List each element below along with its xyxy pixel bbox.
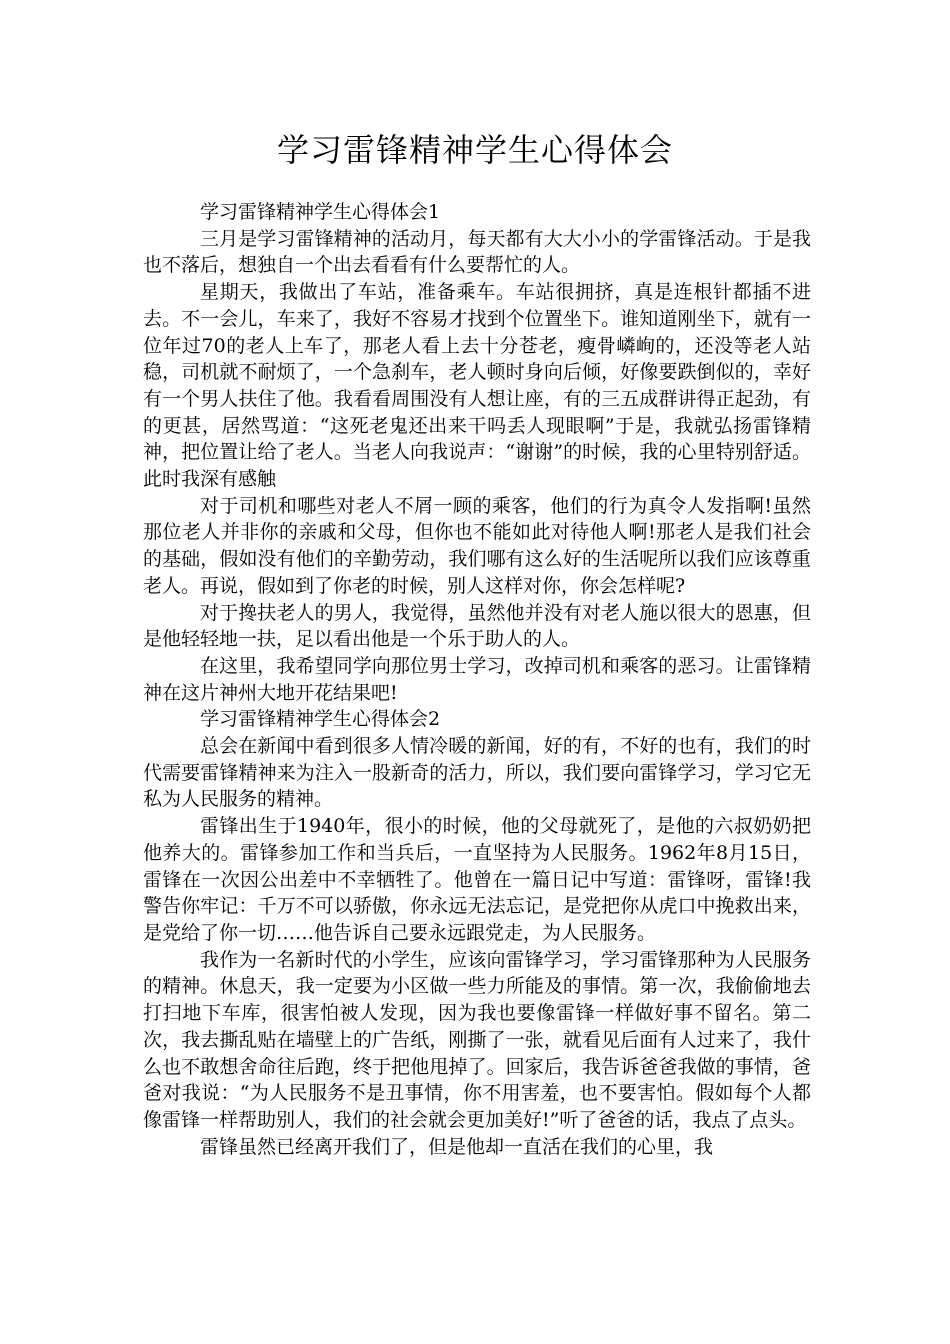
section-heading-2: 学习雷锋精神学生心得体会2	[200, 708, 441, 731]
paragraph: 对于司机和哪些对老人不屑一顾的乘客，他们的行为真令人发指啊!虽然那位老人并非你的亲戚和父母，但你也不能如此对待他人啊!那老人是我们社会的基础，假如没有他们的辛勤劳动，我们哪有这么好的生活呢所以我们应该尊重老人。再说，假如到了你老的时候，别人这样对你，你会怎样呢?	[143, 494, 811, 597]
section-heading-1: 学习雷锋精神学生心得体会1	[200, 201, 441, 223]
paragraph: 我作为一名新时代的小学生，应该向雷锋学习，学习雷锋那种为人民服务的精神。休息天，我一定要为小区做一些力所能及的事情。第一次，我偷偷地去打扫地下车库，很害怕被人发现，因为我也要像雷锋一样做好事不留名。第二次，我去撕乱贴在墙壁上的广告纸，刚撕了一张，就看见后面有人过来了，我什么也不敢想舍命往后跑，终于把他甩掉了。回家后，我告诉爸爸我做的事情，爸爸对我说：“为人民服务不是丑事情，你不用害羞，也不要害怕。假如每个人都像雷锋一样帮助别人，我们的社会就会更加美好!”听了爸爸的话，我点了点头。	[143, 948, 811, 1131]
paragraph: 三月是学习雷锋精神的活动月，每天都有大大小小的学雷锋活动。于是我也不落后，想独自一个出去看看有什么要帮忙的人。	[143, 227, 811, 277]
paragraph: 雷锋出生于1940年，很小的时候，他的父母就死了，是他的六叔奶奶把他养大的。雷锋参加工作和当兵后，一直坚持为人民服务。1962年8月15日，雷锋在一次因公出差中不幸牺牲了。他曾在一篇日记中写道：雷锋呀，雷锋!我警告你牢记：千万不可以骄傲，你永远无法忘记，是党把你从虎口中挽救出来，是党给了你一切……他告诉自己要永远跟党走，为人民服务。	[143, 815, 811, 944]
paragraph: 雷锋虽然已经离开我们了，但是他却一直活在我们的心里，我	[200, 1135, 714, 1158]
paragraph: 星期天，我做出了车站，准备乘车。车站很拥挤，真是连根针都插不进去。不一会儿，车来了，我好不容易才找到个位置坐下。谁知道刚坐下，就有一位年过70的老人上车了，那老人看上去十分苍老，瘦骨嶙峋的，还没等老人站稳，司机就不耐烦了，一个急刹车，老人顿时身向后倾，好像要跌倒似的，幸好有一个男人扶住了他。我看看周围没有人想让座，有的三五成群讲得正起劲，有的更甚，居然骂道：“这死老鬼还出来干吗丢人现眼啊”于是，我就弘扬雷锋精神，把位置让给了老人。当老人向我说声：“谢谢”的时候，我的心里特别舒适。此时我深有感触	[143, 281, 811, 491]
document-body	[143, 199, 811, 1160]
paragraph: 总会在新闻中看到很多人情冷暖的新闻，好的有，不好的也有，我们的时代需要雷锋精神来为注入一股新奇的活力，所以，我们要向雷锋学习，学习它无私为人民服务的精神。	[143, 735, 811, 811]
document-title: 学习雷锋精神学生心得体会	[276, 131, 673, 169]
paragraph: 对于搀扶老人的男人，我觉得，虽然他并没有对老人施以很大的恩惠，但是他轻轻地一扶，足以看出他是一个乐于助人的人。	[143, 601, 811, 651]
paragraph: 在这里，我希望同学向那位男士学习，改掉司机和乘客的恶习。让雷锋精神在这片神州大地开花结果吧!	[143, 654, 811, 704]
